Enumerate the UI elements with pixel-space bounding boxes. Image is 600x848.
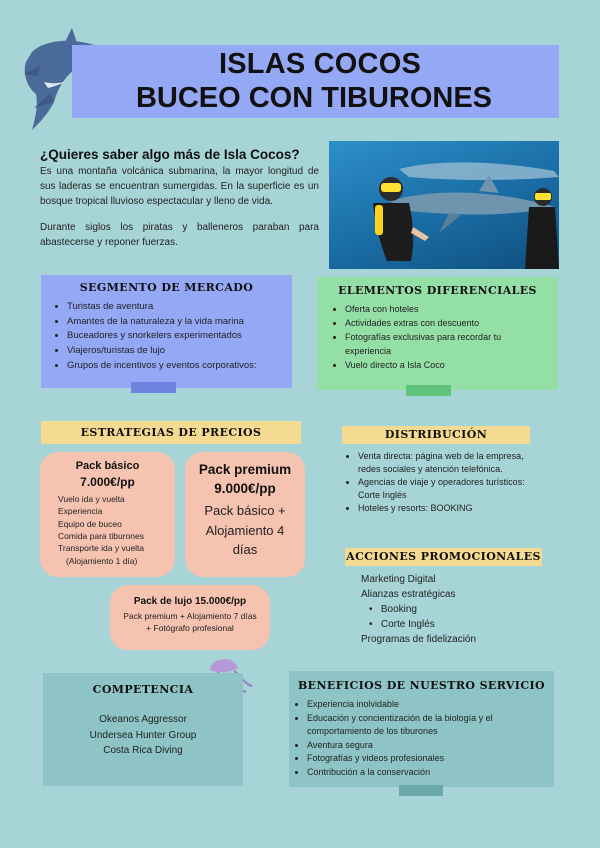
segmento-heading: SEGMENTO DE MERCADO xyxy=(79,281,254,294)
list-item: • Fotografías y videos profesionales xyxy=(307,752,546,766)
list-item: • Buceadores y snorkelers experimentados xyxy=(67,329,292,344)
list-item: • Grupos de incentivos y eventos corporativos: xyxy=(67,359,292,374)
title-line1: ISLAS COCOS xyxy=(219,48,421,80)
pack-premium-desc: días xyxy=(232,542,258,557)
list-item: • Vuelo directo a Isla Coco xyxy=(345,359,548,373)
beneficios-list xyxy=(289,698,554,779)
acciones-subitem: • Booking xyxy=(369,604,417,615)
list-item: • Turistas de aventura xyxy=(67,300,292,315)
diver-shark-photo xyxy=(329,141,559,269)
distribucion-label xyxy=(342,426,530,444)
estrategias-label xyxy=(41,421,301,444)
pack-premium-card xyxy=(185,452,305,577)
pack-lujo-line: + Fotógrafo profesional xyxy=(146,623,234,634)
pack-premium-title: Pack premium xyxy=(198,462,292,477)
list-item: • Agencias de viaje y operadores turísticos: Corte Inglés xyxy=(358,476,538,502)
tape-decoration xyxy=(399,785,443,796)
acciones-line: Programas de fidelización xyxy=(361,634,477,645)
pack-basico-line: Vuelo ida y vuelta xyxy=(58,494,125,504)
pack-lujo-line: Pack premium + Alojamiento 7 días xyxy=(123,611,257,621)
pack-premium-price: 9.000€/pp xyxy=(214,481,276,496)
list-item: Okeanos Aggressor xyxy=(99,714,187,725)
segmento-box xyxy=(41,275,292,388)
title-line2: BUCEO CON TIBURONES xyxy=(135,82,493,114)
pack-basico-title: Pack básico xyxy=(75,460,140,472)
list-item: • Experiencia inolvidable xyxy=(307,698,546,712)
diferenciales-list xyxy=(317,303,558,373)
list-item: Costa Rica Diving xyxy=(103,745,183,756)
pack-lujo-card xyxy=(110,585,270,650)
acciones-label xyxy=(345,548,542,566)
list-item: • Viajeros/turistas de lujo xyxy=(67,344,292,359)
list-item: • Hoteles y resorts: BOOKING xyxy=(358,502,538,515)
pack-lujo-title: Pack de lujo 15.000€/pp xyxy=(133,596,247,607)
segmento-list xyxy=(41,300,292,374)
list-item: • Fotografías exclusivas para recordar tu experiencia xyxy=(345,331,548,359)
pack-premium-desc: Alojamiento 4 xyxy=(205,522,285,538)
list-item: Undersea Hunter Group xyxy=(89,729,197,741)
tape-decoration xyxy=(406,385,451,396)
distribucion-heading: DISTRIBUCIÓN xyxy=(384,428,488,441)
tape-decoration xyxy=(131,382,176,393)
competencia-box xyxy=(43,673,243,786)
list-item: • Aventura segura xyxy=(307,739,546,753)
pack-basico-line: Transporte ida y vuelta xyxy=(58,543,145,554)
diferenciales-box xyxy=(317,277,558,390)
acciones-content xyxy=(361,572,476,647)
acciones-line: Alianzas estratégicas xyxy=(361,589,456,600)
pack-premium-desc: Pack básico + xyxy=(204,503,286,518)
pack-basico-line: (Alojamiento 1 día) xyxy=(66,555,138,566)
beneficios-box xyxy=(289,671,554,787)
pack-basico-line: Equipo de buceo xyxy=(58,518,122,529)
list-item: • Venta directa: página web de la empresa, redes sociales y atención telefónica. xyxy=(358,450,538,476)
pack-basico-card xyxy=(40,452,175,577)
list-item: • Educación y concientización de la biología y el comportamiento de los tiburones xyxy=(307,712,546,739)
pack-basico-line: Comida para tiburones xyxy=(58,530,144,541)
pack-basico-price: 7.000€/pp xyxy=(80,475,135,489)
beneficios-heading: BENEFICIOS DE NUESTRO SERVICIO xyxy=(297,679,546,692)
intro-paragraph-2: Durante siglos los piratas y balleneros paraban para abastecerse y reponer fuerzas. xyxy=(40,222,319,248)
acciones-heading: ACCIONES PROMOCIONALES xyxy=(346,550,541,563)
distribucion-list xyxy=(342,450,538,515)
estrategias-heading: ESTRATEGIAS DE PRECIOS xyxy=(80,426,262,439)
pack-basico-line: Experiencia xyxy=(58,506,103,517)
list-item: • Oferta con hoteles xyxy=(345,303,548,317)
list-item: • Amantes de la naturaleza y la vida marina xyxy=(67,315,292,330)
list-item: • Actividades extras con descuento xyxy=(345,317,548,331)
competencia-list xyxy=(43,712,243,759)
intro-heading: ¿Quieres saber algo más de Isla Cocos? xyxy=(40,147,300,162)
intro-paragraph-1: Es una montaña volcánica submarina, la mayor longitud de sus laderas se encuentran sumergidas. En la superficie es un bosque tropical lluvioso espectacular y lleno de vida. xyxy=(40,166,319,207)
diferenciales-heading: ELEMENTOS DIFERENCIALES xyxy=(338,284,537,297)
competencia-heading: COMPETENCIA xyxy=(92,683,194,696)
acciones-subitem: • Corte Inglés xyxy=(369,619,435,630)
list-item: • Contribución a la conservación xyxy=(307,766,546,780)
acciones-line: Marketing Digital xyxy=(361,574,436,585)
